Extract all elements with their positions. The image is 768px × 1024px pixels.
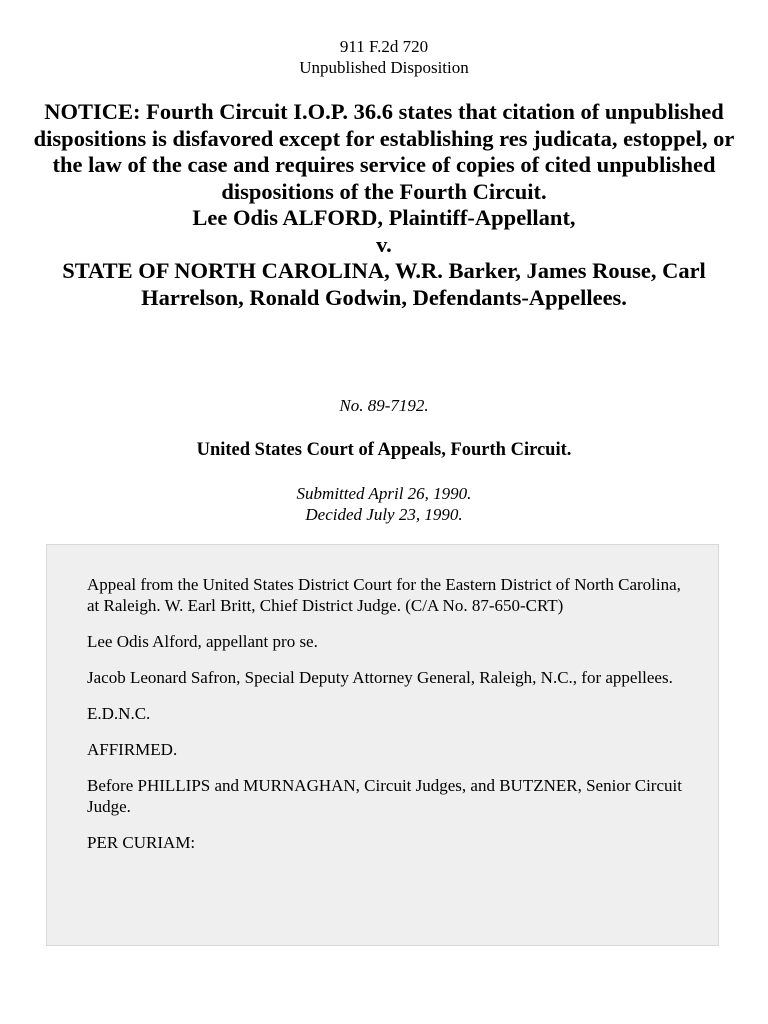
judges-panel: Before PHILLIPS and MURNAGHAN, Circuit Judges, and BUTZNER, Senior Circuit Judge. [87, 776, 682, 816]
case-summary-content [87, 574, 687, 868]
appeal-paragraph: Appeal from the United States District Court for the Eastern District of North Carolina, at Raleigh. W. Earl Britt, Chief District Judge. (C/A No. 87-650-CRT) [87, 575, 681, 615]
docket-number: No. 89-7192. [339, 396, 429, 415]
defendants-line-1: STATE OF NORTH CAROLINA, W.R. Barker, James Rouse, Carl [62, 258, 706, 283]
notice-text: NOTICE: Fourth Circuit I.O.P. 36.6 states that citation of unpublished dispositions is disfavored except for establishing res judicata, estoppel, or the law of the case and requires service of copies of cited unpublished dispositions of the Fourth Circuit. [33, 99, 735, 204]
lower-court: E.D.N.C. [87, 704, 151, 723]
citation-header [0, 36, 768, 78]
appellee-counsel: Jacob Leonard Safron, Special Deputy Attorney General, Raleigh, N.C., for appellees. [87, 668, 673, 687]
case-summary-box [46, 544, 719, 946]
disposition-label: Unpublished Disposition [299, 58, 469, 77]
court-name: United States Court of Appeals, Fourth Circuit. [196, 440, 572, 460]
plaintiff-line: Lee Odis ALFORD, Plaintiff-Appellant, [192, 205, 576, 230]
disposition-result: AFFIRMED. [87, 740, 178, 759]
submitted-date: Submitted April 26, 1990. [296, 484, 472, 503]
decided-date: Decided July 23, 1990. [305, 505, 463, 524]
versus-line: v. [376, 231, 392, 257]
reporter-citation: 911 F.2d 720 [339, 37, 429, 56]
defendants-line-2: Harrelson, Ronald Godwin, Defendants-Appellees. [141, 284, 627, 310]
case-dates [0, 483, 768, 525]
case-caption [30, 99, 738, 311]
appellant-counsel: Lee Odis Alford, appellant pro se. [87, 632, 318, 651]
per-curiam-label: PER CURIAM: [87, 833, 196, 852]
